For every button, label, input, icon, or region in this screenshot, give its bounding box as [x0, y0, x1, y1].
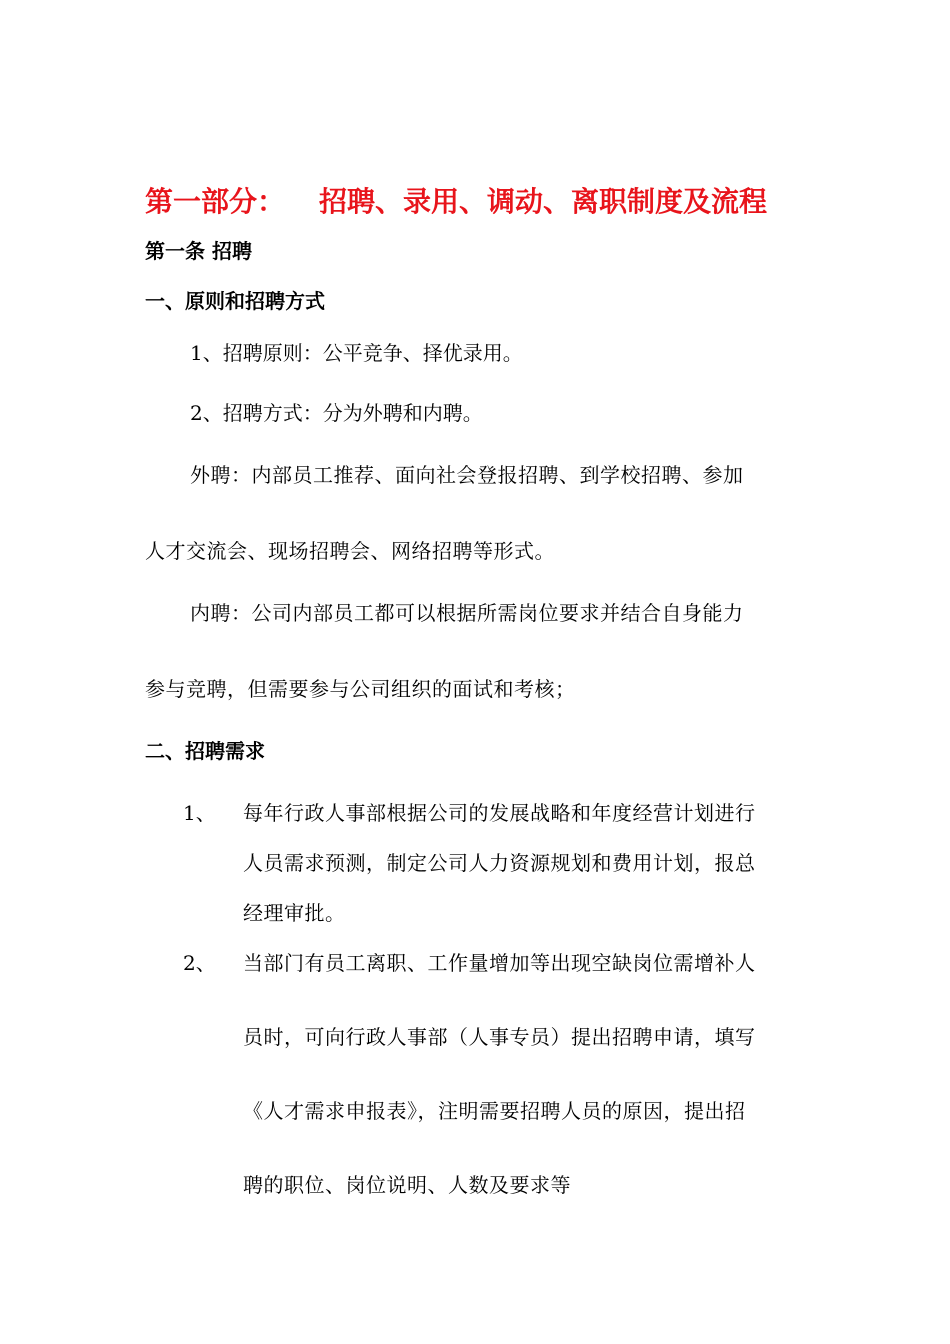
- list-item-line: 人员需求预测，制定公司人力资源规划和费用计划，报总: [243, 851, 756, 875]
- list-item-line: 聘的职位、岗位说明、人数及要求等: [243, 1173, 571, 1197]
- list-item-line: 每年行政人事部根据公司的发展战略和年度经营计划进行: [243, 801, 756, 825]
- list-item-line: 员时，可向行政人事部（人事专员）提出招聘申请，填写: [243, 1025, 756, 1049]
- part-title-text: 招聘、录用、调动、离职制度及流程: [319, 185, 768, 218]
- part-title-label: 第一部分：: [145, 185, 286, 218]
- paragraph-external-line1: 外聘：内部员工推荐、面向社会登报招聘、到学校招聘、参加: [190, 463, 744, 487]
- part-title: [145, 180, 767, 224]
- section-heading-principles: 一、原则和招聘方式: [145, 289, 325, 313]
- list-item-line: 经理审批。: [243, 901, 346, 925]
- list-item-number: 2、: [183, 951, 216, 975]
- paragraph-external-line2: 人才交流会、现场招聘会、网络招聘等形式。: [145, 539, 555, 563]
- paragraph-internal-line1: 内聘：公司内部员工都可以根据所需岗位要求并结合自身能力: [190, 601, 744, 625]
- list-item-number: 1、: [183, 801, 216, 825]
- paragraph-method: 2、招聘方式：分为外聘和内聘。: [190, 401, 483, 425]
- paragraph-principle: 1、招聘原则：公平竞争、择优录用。: [190, 341, 523, 365]
- paragraph-internal-line2: 参与竞聘，但需要参与公司组织的面试和考核；: [145, 677, 576, 701]
- section-heading-demand: 二、招聘需求: [145, 739, 265, 763]
- list-item-line: 当部门有员工离职、工作量增加等出现空缺岗位需增补人: [243, 951, 756, 975]
- article-heading: 第一条 招聘: [145, 239, 252, 263]
- list-item-line: 《人才需求申报表》，注明需要招聘人员的原因，提出招: [243, 1099, 746, 1123]
